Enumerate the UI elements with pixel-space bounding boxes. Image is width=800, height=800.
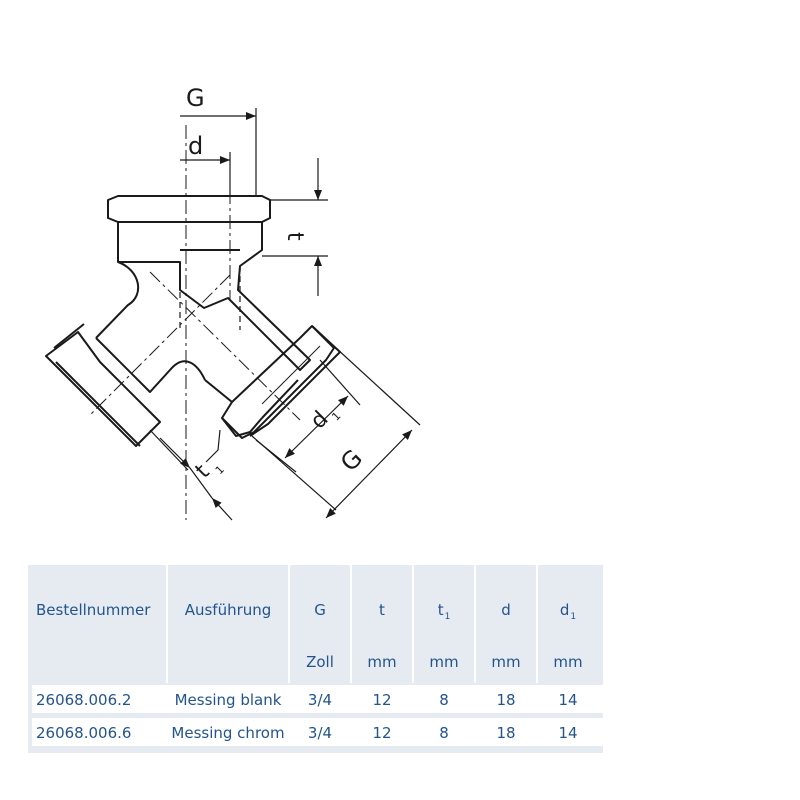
column-separator xyxy=(474,565,476,683)
header-bestellnummer: Bestellnummer xyxy=(36,601,151,619)
unit-G: Zoll xyxy=(306,653,334,671)
header-t: t xyxy=(379,601,385,619)
cell-ausfuehrung: Messing blank xyxy=(174,691,282,709)
header-t1: $t_1$ xyxy=(437,601,451,622)
cell-G: 3/4 xyxy=(307,724,333,742)
cell-t1: 8 xyxy=(439,724,449,742)
cell-t1: 8 xyxy=(439,691,449,709)
unit-t1: mm xyxy=(429,653,459,671)
cell-d1: 14 xyxy=(558,724,578,742)
column-separator xyxy=(350,565,352,683)
column-separator xyxy=(288,565,290,683)
header-d1: $d_1$ xyxy=(559,601,577,622)
unit-d: mm xyxy=(491,653,521,671)
cell-t: 12 xyxy=(372,724,392,742)
spec-table xyxy=(28,565,603,753)
column-separator xyxy=(412,565,414,683)
table-row xyxy=(32,718,603,746)
column-separator xyxy=(536,565,538,683)
label-d1-diag: d xyxy=(305,406,334,435)
cell-bestellnummer: 26068.006.6 xyxy=(36,724,132,742)
column-separator xyxy=(166,565,168,683)
label-t-right: t xyxy=(282,232,307,241)
cell-d: 18 xyxy=(496,724,516,742)
cell-d: 18 xyxy=(496,691,516,709)
cell-t: 12 xyxy=(372,691,392,709)
header-G: G xyxy=(314,601,326,619)
cell-bestellnummer: 26068.006.2 xyxy=(36,691,132,709)
table-row xyxy=(32,685,603,713)
label-G-top: G xyxy=(186,84,205,112)
label-d-top: d xyxy=(188,132,204,160)
label-d1-sub: 1 xyxy=(329,409,344,424)
label-t1-sub: 1 xyxy=(212,462,227,478)
header-d: d xyxy=(501,601,511,619)
label-G-diag: G xyxy=(335,444,368,477)
cell-G: 3/4 xyxy=(307,691,333,709)
header-ausfuehrung: Ausführung xyxy=(184,601,272,619)
cell-d1: 14 xyxy=(558,691,578,709)
cell-ausfuehrung: Messing chrom xyxy=(171,724,285,742)
label-t1-diag: t xyxy=(190,459,215,484)
unit-d1: mm xyxy=(553,653,583,671)
unit-t: mm xyxy=(367,653,397,671)
